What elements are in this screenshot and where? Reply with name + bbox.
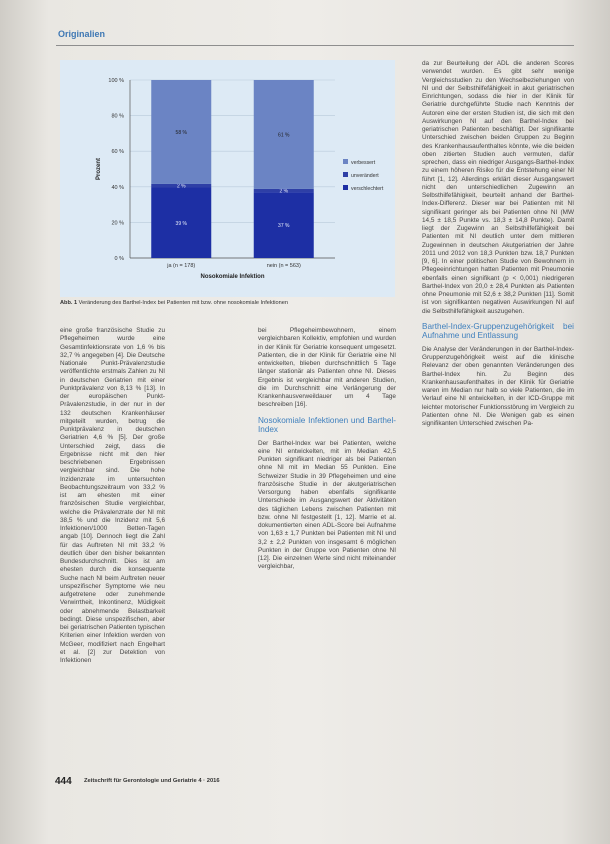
legend-swatch [343,172,348,177]
figure-panel [60,60,395,297]
y-tick-label: 80 % [111,113,124,120]
journal-footer: Zeitschrift für Gerontologie und Geriatrie 4 · 2016 [84,778,220,784]
x-tick-label: nein (n = 563) [266,263,301,269]
column-2-text-a: bei Pflegeheimbewohnern, einem vergleichbaren Kollektiv, empfohlen und wurden in der Klinik für Geriatrie konsequent umgesetzt. Patienten, die in der Klinik für Geriatrie eine NI entwickelten, blieben durchschnittlich 5 Tage länger stationär als Patienten ohne NI. Dieses Ergebnis ist vergleichbar mit anderen Studien, die im Durchschnitt eine Verlängerung der Krankenhausverweildauer um 4 Tage beschreiben [16]. [258,327,396,409]
column-3-text-b: Die Analyse der Veränderungen in der Barthel-Index-Gruppenzugehörigkeit weist auf die klinische Relevanz der oben genannten Veränderungen des Barthel-Index hin. Zu Beginn des Krankenhausaufenthaltes in der Klinik für Geriatrie waren im Median nur halb so viele Patienten, die im Verlauf eine NI entwickelten, in der ICD-Gruppe mit leichter motorischer Funktionsstörung im Vergleich zu Patienten ohne NI. Die Wenigen gab es einen signifikanten Unterschied zwischen Pa- [422,345,574,427]
subheading-gruppenzugehoerigkeit: Barthel-Index-Gruppenzugehörigkeit bei Aufnahme und Entlassung [422,321,574,341]
column-1-text: eine große französische Studie zu Pflegeheimen wurde eine Gesamtinfektionsrate von 1,6 % bis 32,7 % angegeben [4]. Die Deutsche Nationale Punkt-Prävalenzstudie veröffentlichte erstmals Zahlen zu NI in deutschen Geriatrien mit einer Punktprävalenz von 8,13 % [13]. In der europäischen Punkt-Prävalenzstudie, in der nur in der 132 deutschen Krankenhäuser mitgeteilt wurden, betrug die Punktprävalenz in deutschen Geriatrien 4,6 % [5]. Der große Unterschied zeigt, dass die Ergebnisse nicht mit den hier beschriebenen Ergebnissen vergleichbar sind. Die hohe Inzidenzrate im untersuchten Beobachtungszeitraum von 33,2 % ist am ehesten mit einer französischen Studie vergleichbar, welche die Prävalenzrate der NI mit 38,5 % und die Inzidenz mit 5,6 Infektionen/1000 Betten-Tagen angab [10]. Dennoch liegt die Zahl für das Auftreten NI mit 33,2 % deutlich über den bisher bekannten Bundesdurchschnitt. Dies ist am ehesten durch die konsequente Suche nach NI beim Auftreten neuer unspezifischer Symptome wie neu aufgetretene oder zunehmende Verwirrtheit, Inkontinenz, Müdigkeit oder abnehmende Belastbarkeit bedingt. Diese unspezifischen, aber bei geriatrischen Patienten typischen Kriterien einer Infektion werden von McGeer, modifiziert nach Engelhart et al. [2] zur Detektion von Infektionen [60,327,165,664]
bar-value-label: 2 % [279,188,289,195]
text-column-1 [60,327,165,665]
column-2-text-b: Der Barthel-Index war bei Patienten, welche eine NI entwickelten, mit im Median 42,5 Punkten signifikant niedriger als bei Patienten ohne NI mit im Median 55 Punkten. Eine Schweizer Studie in 39 Pflegeheimen und eine französische Studie in der akutgeriatrischen Versorgung haben ebenfalls signifikante Unterschiede im Ausgangswert der Aktivitäten des täglichen Lebens zwischen Patienten mit bzw. ohne NI festgestellt [1, 12]. Marrie et al. dokumentierten einen ADL-Score bei Aufnahme von 1,63 ± 1,7 Punkten bei Patienten mit NI und 3,2 ± 2,2 Punkten von insgesamt 6 möglichen Punkten in der Gruppe von Patienten ohne NI [12]. Die einzelnen Werte sind nicht miteinander vergleichbar, [258,439,396,571]
figure-caption [60,300,395,307]
y-tick-label: 0 % [114,256,124,262]
bar-value-label: 61 % [278,132,290,139]
bar-value-label: 39 % [175,220,187,227]
bar-value-label: 37 % [278,223,290,230]
y-tick-label: 20 % [111,220,124,227]
y-tick-label: 40 % [111,184,124,191]
section-label: Originalien [58,29,106,39]
legend-swatch [343,185,348,190]
y-tick-label: 60 % [111,149,124,156]
legend-swatch [343,159,348,164]
page-number: 444 [55,776,72,787]
stacked-bar-chart [60,60,395,297]
y-axis-label: Prozent [96,157,102,181]
y-tick-label: 100 % [108,78,124,84]
legend-label: verbessert [351,160,376,166]
bar-value-label: 58 % [175,129,187,136]
legend-label: verschlechtert [351,186,384,192]
x-tick-label: ja (n = 178) [167,263,196,269]
x-axis-label: Nosokomiale Infektion [200,274,265,280]
text-column-2 [258,327,396,572]
subheading-nosokomiale: Nosokomiale Infektionen und Barthel-Index [258,415,396,434]
caption-label: Abb. 1 [60,300,78,306]
column-3-text-a: da zur Beurteilung der ADL die anderen Scores verwendet wurden. Es gibt sehr wenige Vergleichsstudien zu den Wechselbeziehungen von NI und der Selbsthilfefähigkeit in akut geriatrischen Einrichtungen, sodass die hier in der Klinik für Geriatrie durchgeführte Studie nach Kenntnis der Autoren eine der ersten Studien ist, die sich mit den Auswirkungen NI auf den Barthel-Index bei geriatrischen Patienten beschäftigt. Der signifikante Unterschied zwischen beiden Gruppen zu Beginn des Krankenhausaufenthaltes könnte, wie die beiden oben zitierten Studien auch vermuten, dafür sprechen, dass ein niedriger Ausgangs-Barthel-Index zu einem höheren Risiko für die Entstehung einer NI führt [1, 12]. Allerdings erklärt dieser Ausgangswert nicht den unterschiedlichen Zugewinn an Selbsthilfefähigkeit, beurteilt anhand der Barthel-Index-Differenz. Dieser war bei Patienten mit NI signifikant geringer als bei Patienten ohne NI (MW 14,5 ± 18,5 Punkte vs. 18,3 ± 14,8 Punkte). Damit liegt der Zugewinn an Selbsthilfefähigkeit bei Patienten mit NI deutlich unter dem mittleren Zugewinnen in deutschen Akutgeriatrien der Jahre 2011 und 2012 von 18,3 Punkten bzw. 18,7 Punkten [9, 6]. In einer politischen Studie von Bewohnern in Pflegeeinrichtungen hatten Patienten mit Pneumonie ebenfalls einen signifikant (p < 0,001) niedrigeren Barthel-Index von 20,0 ± 28,4 Punkten als Patienten ohne Pneumonie mit 52,6 ± 38,2 Punkten [11]. Somit ist von signifikanten negativen Auswirkungen NI auf die Selbsthilfefähigkeit auszugehen. [422,60,574,315]
text-column-3 [422,60,574,428]
legend-label: unverändert [351,173,379,179]
bar-value-label: 2 % [176,183,186,190]
header-rule [56,45,574,46]
caption-text: Veränderung des Barthel-Index bei Patienten mit bzw. ohne nosokomiale Infektionen [78,300,288,306]
